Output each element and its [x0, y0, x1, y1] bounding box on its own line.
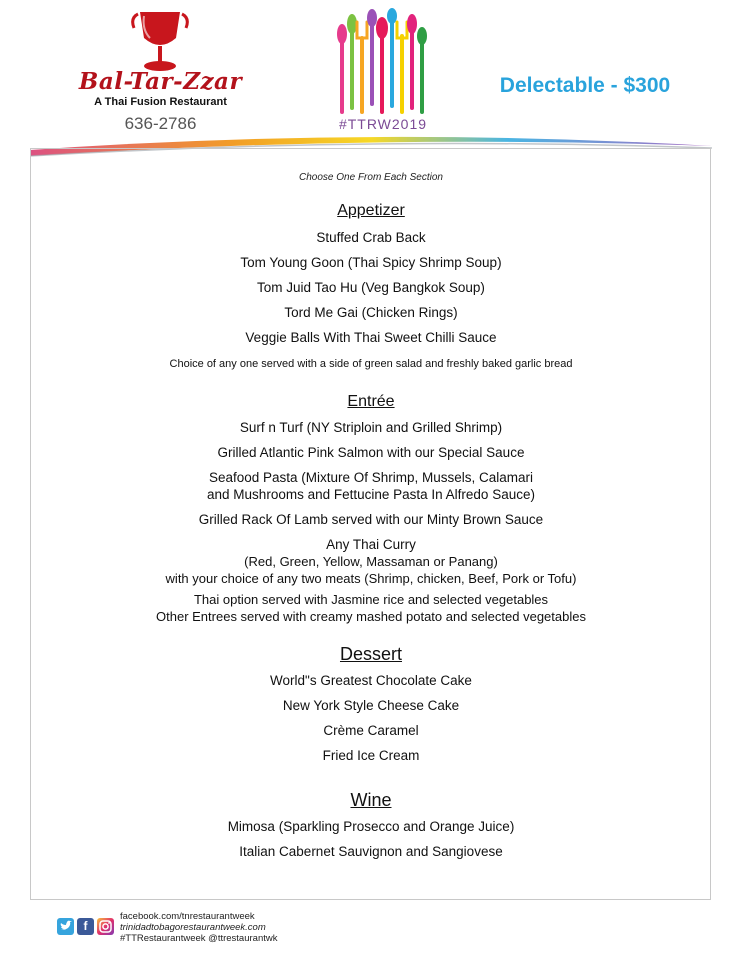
restaurant-tagline: A Thai Fusion Restaurant — [94, 96, 227, 108]
entree-note: Thai option served with Jasmine rice and selected vegetables — [193, 592, 549, 607]
entree-note: Other Entrees served with creamy mashed potato and selected vegetables — [156, 609, 586, 624]
menu-item: Tom Young Goon (Thai Spicy Shrimp Soup) — [240, 255, 502, 270]
menu-item: World"s Greatest Chocolate Cake — [270, 673, 472, 688]
menu-item: Italian Cabernet Sauvignon and Sangiovese — [239, 844, 503, 859]
menu-item: Grilled Atlantic Pink Salmon with our Special Sauce — [217, 445, 525, 460]
social-icons — [57, 918, 117, 938]
menu-instruction: Choose One From Each Section — [299, 172, 443, 183]
menu-item: and Mushrooms and Fettucine Pasta In Alfredo Sauce) — [207, 487, 535, 502]
appetizer-note: Choice of any one served with a side of green salad and freshly baked garlic bread — [169, 358, 573, 370]
restaurant-name: Bal-Tar-Zzar — [78, 68, 243, 95]
section-title-entree: Entrée — [347, 393, 395, 410]
menu-item: Stuffed Crab Back — [316, 230, 426, 245]
twitter-icon[interactable] — [57, 918, 74, 935]
facebook-link[interactable]: facebook.com/tnrestaurantweek — [120, 911, 255, 922]
menu-item-detail: with your choice of any two meats (Shrimp, chicken, Beef, Pork or Tofu) — [165, 571, 577, 586]
menu-item: Surf n Turf (NY Striploin and Grilled Shrimp) — [239, 420, 503, 435]
menu-item: Mimosa (Sparkling Prosecco and Orange Juice) — [227, 819, 515, 834]
website-link[interactable]: trinidadtobagorestaurantweek.com — [120, 922, 266, 933]
restaurant-phone: 636-2786 — [124, 114, 197, 133]
menu-item: Veggie Balls With Thai Sweet Chilli Sauce — [245, 330, 497, 345]
ttrw-logo — [328, 8, 438, 138]
facebook-icon[interactable]: f — [77, 918, 94, 935]
menu-item: Any Thai Curry — [326, 537, 416, 552]
menu-tier-price: Delectable - $300 — [499, 74, 671, 97]
event-hashtag: #TTRW2019 — [338, 116, 428, 132]
section-title-wine: Wine — [350, 790, 392, 810]
utensils-icon — [336, 8, 428, 114]
menu-item: Tom Juid Tao Hu (Veg Bangkok Soup) — [257, 280, 485, 295]
footer-links — [120, 911, 277, 944]
menu-item: New York Style Cheese Cake — [282, 698, 460, 713]
restaurant-logo — [78, 8, 243, 133]
menu-item-detail: (Red, Green, Yellow, Massaman or Panang) — [244, 554, 498, 569]
menu-item: Tord Me Gai (Chicken Rings) — [284, 305, 458, 320]
instagram-icon[interactable] — [97, 918, 114, 935]
section-title-appetizer: Appetizer — [337, 202, 405, 219]
section-title-dessert: Dessert — [339, 644, 402, 664]
menu-item: Crème Caramel — [323, 723, 419, 738]
wine-glass-icon — [130, 8, 190, 76]
hashtag-handles: #TTRestaurantweek @ttrestaurantwk — [120, 933, 278, 944]
menu-item: Seafood Pasta (Mixture Of Shrimp, Mussels, Calamari — [208, 470, 534, 485]
menu-item: Fried Ice Cream — [322, 748, 420, 763]
menu-item: Grilled Rack Of Lamb served with our Minty Brown Sauce — [198, 512, 544, 527]
